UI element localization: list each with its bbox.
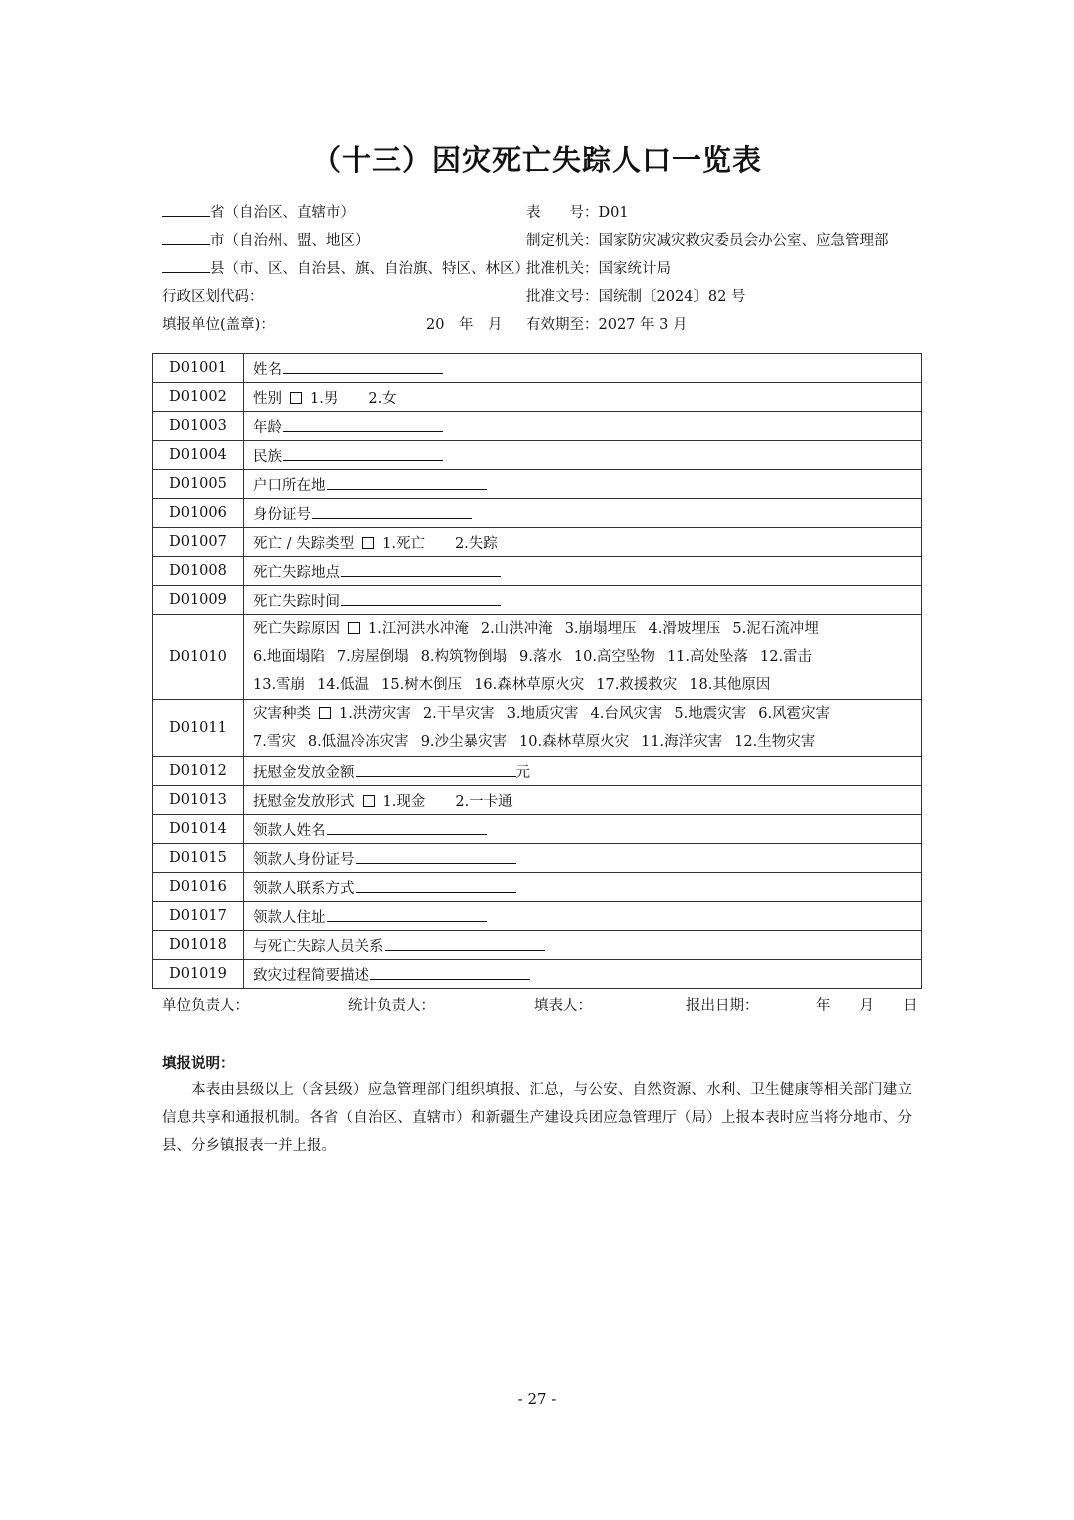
header-right: [526, 199, 889, 339]
city-line: 市（自治州、盟、地区）: [162, 227, 529, 255]
option-label: 17.救援救灾: [596, 677, 678, 693]
field-label: 致灾过程简要描述: [253, 967, 369, 984]
table-row: [153, 499, 922, 528]
option-label: 1.现金: [382, 793, 426, 810]
row-code: D01015: [153, 844, 244, 873]
form-table: [152, 353, 922, 989]
relationship-input[interactable]: [385, 936, 545, 951]
recipient-contact-input[interactable]: [356, 878, 516, 893]
recipient-address-input[interactable]: [327, 907, 487, 922]
table-row: [153, 700, 922, 757]
id-number-input[interactable]: [312, 504, 472, 519]
gender-checkbox[interactable]: [290, 392, 302, 404]
cause-checkbox[interactable]: [348, 622, 360, 634]
row-field: [244, 786, 922, 815]
row-field: [244, 412, 922, 441]
option-label: 3.崩塌埋压: [564, 621, 637, 637]
row-field: [244, 615, 922, 700]
field-label: 性别: [253, 390, 282, 407]
options-line: [253, 643, 921, 671]
row-code: D01012: [153, 757, 244, 786]
valid-until: 有效期至：2027 年 3 月: [526, 317, 688, 333]
table-row: [153, 383, 922, 412]
row-code: D01003: [153, 412, 244, 441]
row-code: D01004: [153, 441, 244, 470]
time-input[interactable]: [341, 591, 501, 606]
report-date-field: 20 年 月: [426, 317, 503, 333]
table-row: [153, 586, 922, 615]
row-field: [244, 441, 922, 470]
field-label: 领款人住址: [253, 909, 326, 926]
option-label: 3.地质灾害: [506, 706, 579, 722]
stat-head-signature: 统计负责人：: [348, 998, 435, 1014]
field-label: 领款人姓名: [253, 822, 326, 839]
row-code: D01001: [153, 354, 244, 383]
notes-title: 填报说明：: [162, 1055, 235, 1072]
payment-form-checkbox[interactable]: [363, 795, 375, 807]
table-row: [153, 615, 922, 700]
row-field: [244, 844, 922, 873]
table-row: [153, 960, 922, 989]
options-line: [253, 671, 921, 699]
field-label: 身份证号: [253, 506, 311, 523]
row-code: D01002: [153, 383, 244, 412]
field-label: 死亡失踪原因: [253, 621, 340, 637]
option-label: 2.女: [368, 390, 397, 407]
option-label: 5.地震灾害: [674, 706, 747, 722]
row-field: [244, 586, 922, 615]
filler-signature: 填表人：: [534, 998, 592, 1014]
field-label: 灾害种类: [253, 706, 311, 722]
field-label: 领款人身份证号: [253, 851, 355, 868]
row-code: D01010: [153, 615, 244, 700]
row-field: [244, 354, 922, 383]
division-code-line: 行政区划代码：: [162, 289, 264, 305]
option-label: 10.高空坠物: [573, 649, 655, 665]
reporting-unit-line: 填报单位(盖章)：: [162, 317, 275, 333]
option-label: 15.树木倒压: [381, 677, 463, 693]
option-label: 12.雷击: [760, 649, 813, 665]
field-label: 抚慰金发放形式: [253, 793, 355, 810]
notes-body: 本表由县级以上（含县级）应急管理部门组织填报、汇总，与公安、自然资源、水利、卫生健康等相关部门建立信息共享和通报机制。各省（自治区、直辖市）和新疆生产建设兵团应急管理厅（局）上报本表时应当将分地市、分县、分乡镇报表一并上报。: [162, 1082, 912, 1154]
table-row: [153, 528, 922, 557]
issuing-authority: 制定机关：国家防灾减灾救灾委员会办公室、应急管理部: [526, 233, 889, 249]
location-input[interactable]: [341, 562, 501, 577]
row-code: D01016: [153, 873, 244, 902]
option-label: 2.失踪: [454, 535, 498, 552]
table-row: [153, 844, 922, 873]
row-field: [244, 902, 922, 931]
option-label: 11.高处坠落: [666, 649, 748, 665]
row-code: D01019: [153, 960, 244, 989]
report-date-units: 年 月 日: [816, 998, 918, 1014]
options-line: [253, 728, 921, 756]
row-field: [244, 528, 922, 557]
option-label: 10.森林草原火灾: [519, 734, 630, 750]
option-label: 16.森林草原火灾: [474, 677, 585, 693]
table-row: [153, 902, 922, 931]
option-label: 1.死亡: [382, 535, 425, 552]
field-label: 领款人联系方式: [253, 880, 355, 897]
field-label: 年龄: [253, 419, 282, 436]
row-code: D01009: [153, 586, 244, 615]
options-line: [253, 700, 921, 728]
row-field: [244, 815, 922, 844]
option-label: 8.构筑物倒塌: [420, 649, 508, 665]
option-label: 9.落水: [519, 649, 562, 665]
unit-label: 元: [515, 764, 530, 781]
row-field: [244, 960, 922, 989]
option-label: 1.江河洪水冲淹: [368, 621, 469, 637]
row-code: D01006: [153, 499, 244, 528]
row-code: D01014: [153, 815, 244, 844]
row-field: [244, 873, 922, 902]
type-checkbox[interactable]: [362, 537, 374, 549]
option-label: 11.海洋灾害: [641, 734, 723, 750]
option-label: 2.干旱灾害: [422, 706, 495, 722]
option-label: 2.山洪冲淹: [480, 621, 553, 637]
table-row: [153, 873, 922, 902]
option-label: 18.其他原因: [689, 677, 771, 693]
row-code: D01013: [153, 786, 244, 815]
form-number: 表 号：D01: [526, 205, 629, 221]
option-label: 1.男: [310, 390, 339, 407]
recipient-name-input[interactable]: [327, 820, 487, 835]
row-field: [244, 931, 922, 960]
option-label: 1.洪涝灾害: [339, 706, 411, 722]
field-label: 死亡失踪时间: [253, 593, 340, 610]
row-field: [244, 470, 922, 499]
disaster-type-checkbox[interactable]: [319, 707, 331, 719]
row-code: D01011: [153, 700, 244, 757]
option-label: 6.地面塌陷: [253, 649, 325, 665]
table-row: [153, 931, 922, 960]
table-row: [153, 757, 922, 786]
row-field: [244, 499, 922, 528]
approval-number: 批准文号：国统制〔2024〕82 号: [526, 289, 746, 305]
row-field: [244, 557, 922, 586]
field-label: 死亡失踪地点: [253, 564, 340, 581]
option-label: 9.沙尘暴灾害: [420, 734, 508, 750]
option-label: 4.台风灾害: [590, 706, 663, 722]
amount-input[interactable]: [356, 762, 516, 777]
option-label: 5.泥石流冲埋: [732, 621, 819, 637]
row-field: [244, 700, 922, 757]
table-row: [153, 815, 922, 844]
field-label: 死亡 / 失踪类型: [253, 535, 355, 552]
option-label: 7.房屋倒塌: [336, 649, 409, 665]
age-input[interactable]: [283, 417, 443, 432]
row-code: D01008: [153, 557, 244, 586]
ethnicity-input[interactable]: [283, 446, 443, 461]
name-input[interactable]: [283, 359, 443, 374]
table-row: [153, 354, 922, 383]
table-row: [153, 786, 922, 815]
row-field: [244, 383, 922, 412]
option-label: 14.低温: [317, 677, 370, 693]
household-input[interactable]: [327, 475, 487, 490]
page-title: （十三）因灾死亡失踪人口一览表: [311, 143, 762, 177]
county-line: 县（市、区、自治县、旗、自治旗、特区、林区）: [162, 255, 529, 283]
option-label: 6.风雹灾害: [758, 706, 831, 722]
options-line: [253, 615, 921, 643]
field-label: 民族: [253, 448, 282, 465]
table-row: [153, 557, 922, 586]
table-row: [153, 470, 922, 499]
option-label: 2.一卡通: [455, 793, 513, 810]
field-label: 与死亡失踪人员关系: [253, 938, 384, 955]
field-label: 抚慰金发放金额: [253, 764, 355, 781]
description-input[interactable]: [370, 965, 530, 980]
report-date-label: 报出日期：: [686, 998, 759, 1014]
field-label: 姓名: [253, 361, 282, 378]
table-row: [153, 441, 922, 470]
row-code: D01005: [153, 470, 244, 499]
recipient-id-input[interactable]: [356, 849, 516, 864]
row-code: D01017: [153, 902, 244, 931]
page-number: - 27 -: [517, 1390, 557, 1408]
unit-head-signature: 单位负责人：: [162, 998, 249, 1014]
row-field: [244, 757, 922, 786]
row-code: D01007: [153, 528, 244, 557]
field-label: 户口所在地: [253, 477, 326, 494]
county-blank[interactable]: [162, 257, 210, 273]
row-code: D01018: [153, 931, 244, 960]
option-label: 4.滑坡埋压: [648, 621, 721, 637]
table-row: [153, 412, 922, 441]
option-label: 13.雪崩: [253, 677, 306, 693]
option-label: 7.雪灾: [253, 734, 296, 750]
city-blank[interactable]: [162, 229, 210, 245]
option-label: 12.生物灾害: [734, 734, 816, 750]
approving-authority: 批准机关：国家统计局: [526, 261, 671, 277]
province-blank[interactable]: [162, 201, 210, 217]
option-label: 8.低温冷冻灾害: [307, 734, 409, 750]
province-line: 省（自治区、直辖市）: [162, 199, 529, 227]
